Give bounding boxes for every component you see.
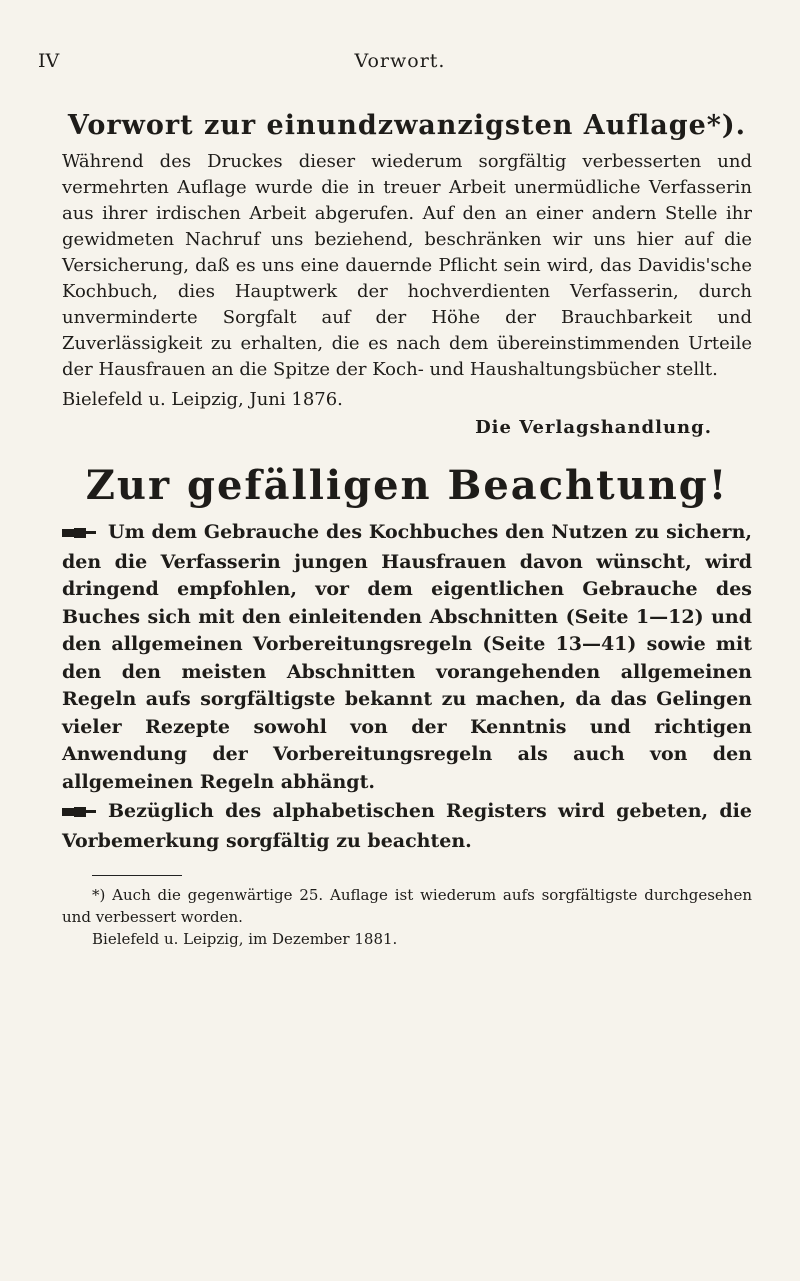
notice-paragraph-2-text: Bezüglich des alphabetischen Registers wird gebeten, die Vorbemerkung sorgfältig zu beachten.	[62, 800, 752, 852]
notice-paragraph-1-text: Um dem Gebrauche des Kochbuches den Nutzen zu sichern, den die Verfasserin jungen Hausfrauen davon wünscht, wird dringend empfohlen, vor dem eigentlichen Gebrauche des Buches sich mit den einleitenden Abschnitten (Seite 1—12) und den allgemeinen Vorbereitungsregeln (Seite 13—41) sowie mit den den meisten Abschnitten vorangehenden allgemeinen Regeln aufs sorgfältigste bekannt zu machen, da das Gelingen vieler Rezepte sowohl von der Kenntnis und richtigen Anwendung der Vorbereitungsregeln als auch von den allgemeinen Regeln abhängt.	[62, 521, 752, 793]
running-title: Vorwort.	[354, 50, 446, 72]
footnote-place-date: Bielefeld u. Leipzig, im Dezember 1881.	[92, 930, 398, 948]
notice-title: Zur gefälligen Beachtung!	[85, 462, 729, 509]
footnote	[62, 884, 752, 950]
pointing-hand-icon	[62, 800, 98, 828]
preface-title: Vorwort zur einundzwanzigsten Auflage*).	[67, 110, 747, 141]
preface-signature: Die Verlagshandlung.	[475, 417, 712, 438]
footnote-text: *) Auch die gegenwärtige 25. Auflage ist wiederum aufs sorgfältigste durchgesehen und verbessert worden.	[62, 886, 752, 926]
notice-paragraph-2	[62, 798, 752, 855]
pointing-hand-icon	[62, 521, 98, 549]
page-header	[38, 50, 762, 80]
page-content	[62, 110, 752, 950]
preface-place-date: Bielefeld u. Leipzig, Juni 1876.	[62, 389, 343, 410]
preface-body: Während des Druckes dieser wiederum sorgfältig verbesserten und vermehrten Auflage wurde die in treuer Arbeit unermüdliche Verfasserin aus ihrer irdischen Arbeit abgerufen. Auf den an einer andern Stelle ihr gewidmeten Nachruf uns beziehend, beschränken wir uns hier auf die Versicherung, daß es uns eine dauernde Pflicht sein wird, das Davidis'sche Kochbuch, dies Hauptwerk der hochverdienten Verfasserin, durch unverminderte Sorgfalt auf der Höhe der Brauchbarkeit und Zuverlässigkeit zu erhalten, die es nach dem übereinstimmenden Urteile der Hausfrauen an die Spitze der Koch- und Haushaltungsbücher stellt.	[62, 151, 752, 380]
footnote-divider	[92, 875, 182, 876]
notice-paragraph-1	[62, 519, 752, 796]
page-number: IV	[38, 50, 60, 72]
